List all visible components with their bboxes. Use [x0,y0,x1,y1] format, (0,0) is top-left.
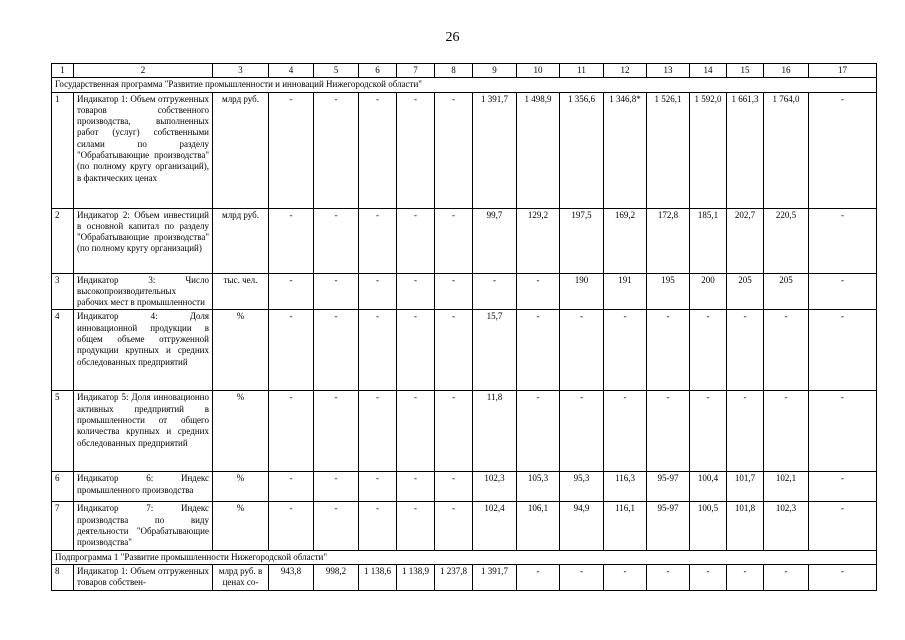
indicators-table [51,63,877,591]
row-number: 2 [52,208,74,273]
value-cell: - [435,391,473,472]
value-cell: 129,2 [517,208,560,273]
value-cell: - [473,273,517,310]
value-cell: - [435,273,473,310]
value-cell: - [314,391,359,472]
value-cell: - [809,208,877,273]
value-cell: 116,3 [604,472,647,502]
value-cell: - [809,564,877,590]
row-number: 6 [52,472,74,502]
value-cell: - [359,273,397,310]
value-cell: - [397,208,435,273]
value-cell: 102,3 [473,472,517,502]
value-cell: - [314,310,359,391]
section-title: Подпрограмма 1 "Развитие промышленности Нижегородской области" [52,550,877,564]
value-cell: - [359,391,397,472]
value-cell: 102,4 [473,502,517,550]
value-cell: - [809,92,877,208]
value-cell: 1 661,3 [727,92,764,208]
value-cell: - [647,391,690,472]
value-cell: - [809,391,877,472]
unit-cell: % [213,391,269,472]
value-cell: - [269,472,314,502]
value-cell: - [435,472,473,502]
value-cell: 102,3 [764,502,809,550]
value-cell: 191 [604,273,647,310]
value-cell: 1 498,9 [517,92,560,208]
value-cell: - [269,273,314,310]
value-cell: 172,8 [647,208,690,273]
value-cell: - [397,502,435,550]
value-cell: 205 [727,273,764,310]
value-cell: 106,1 [517,502,560,550]
indicator-name: Индикатор 4: Доля инновационной продукции в общем объеме отгруженной продукции крупных и средних обследованных предприятий [74,310,213,391]
indicator-name: Индикатор 1: Объем отгруженных товаров собственного производства, выполненных работ (услуг) собственными силами по разделу "Обрабатывающие производства" (по полному кругу организаций), в фактических ценах [74,92,213,208]
value-cell: - [435,310,473,391]
value-cell: - [604,310,647,391]
value-cell: - [314,208,359,273]
indicator-name: Индикатор 1: Объем отгруженных товаров собствен- [74,564,213,590]
column-number-row [52,64,877,78]
value-cell: 220,5 [764,208,809,273]
unit-cell: тыс. чел. [213,273,269,310]
value-cell: 95,3 [560,472,604,502]
value-cell: 100,4 [690,472,727,502]
value-cell: - [269,92,314,208]
value-cell: - [435,208,473,273]
value-cell: 197,5 [560,208,604,273]
unit-cell: % [213,310,269,391]
unit-cell: млрд руб. [213,208,269,273]
value-cell: - [269,391,314,472]
unit-cell: млрд руб. в ценах со- [213,564,269,590]
value-cell: 185,1 [690,208,727,273]
value-cell: - [764,310,809,391]
value-cell: - [560,564,604,590]
value-cell: - [604,564,647,590]
value-cell: 11,8 [473,391,517,472]
column-number: 15 [727,64,764,78]
value-cell: 102,1 [764,472,809,502]
column-number: 5 [314,64,359,78]
value-cell: - [604,391,647,472]
value-cell: 101,8 [727,502,764,550]
value-cell: - [359,92,397,208]
value-cell: - [560,391,604,472]
value-cell: 205 [764,273,809,310]
column-number: 13 [647,64,690,78]
row-number: 1 [52,92,74,208]
unit-cell: % [213,472,269,502]
value-cell: 101,7 [727,472,764,502]
value-cell: 105,3 [517,472,560,502]
value-cell: - [314,273,359,310]
value-cell: - [727,391,764,472]
indicator-name: Индикатор 6: Индекс промышленного производства [74,472,213,502]
column-number: 10 [517,64,560,78]
column-number: 12 [604,64,647,78]
section-row [52,78,877,92]
indicator-name: Индикатор 5: Доля инновационно активных предприятий в промышленности от общего количества крупных и средних обследованных предприятий [74,391,213,472]
column-number: 7 [397,64,435,78]
value-cell: 1 138,9 [397,564,435,590]
column-number: 1 [52,64,74,78]
row-number: 7 [52,502,74,550]
value-cell: - [314,502,359,550]
value-cell: - [647,310,690,391]
indicator-name: Индикатор 2: Объем инвестиций в основной капитал по разделу "Обрабатывающие производства" (по полному кругу организаций) [74,208,213,273]
value-cell: 1 391,7 [473,92,517,208]
value-cell: 1 237,8 [435,564,473,590]
value-cell: - [690,310,727,391]
value-cell: - [690,564,727,590]
table-row [52,208,877,273]
value-cell: 1 526,1 [647,92,690,208]
value-cell: 190 [560,273,604,310]
value-cell: 195 [647,273,690,310]
value-cell: - [359,208,397,273]
value-cell: 169,2 [604,208,647,273]
value-cell: 94,9 [560,502,604,550]
value-cell: 1 356,6 [560,92,604,208]
value-cell: - [359,472,397,502]
value-cell: - [397,391,435,472]
table-row [52,472,877,502]
value-cell: 116,1 [604,502,647,550]
column-number: 9 [473,64,517,78]
value-cell: 1 346,8* [604,92,647,208]
value-cell: - [269,502,314,550]
value-cell: - [727,564,764,590]
column-number: 14 [690,64,727,78]
row-number: 4 [52,310,74,391]
unit-cell: % [213,502,269,550]
value-cell: - [690,391,727,472]
section-row [52,550,877,564]
value-cell: - [560,310,604,391]
value-cell: 95-97 [647,502,690,550]
row-number: 5 [52,391,74,472]
value-cell: 15,7 [473,310,517,391]
column-number: 2 [74,64,213,78]
value-cell: - [397,310,435,391]
section-title: Государственная программа "Развитие промышленности и инноваций Нижегородской области" [52,78,877,92]
table-row [52,391,877,472]
table-row [52,92,877,208]
column-number: 6 [359,64,397,78]
value-cell: - [517,391,560,472]
value-cell: 1 391,7 [473,564,517,590]
value-cell: - [435,502,473,550]
value-cell: - [435,92,473,208]
value-cell: - [809,310,877,391]
value-cell: - [397,92,435,208]
value-cell: - [647,564,690,590]
column-number: 16 [764,64,809,78]
value-cell: - [517,564,560,590]
value-cell: - [397,472,435,502]
indicator-name: Индикатор 3: Число высокопроизводительных рабочих мест в промышленности [74,273,213,310]
value-cell: - [269,310,314,391]
value-cell: - [397,273,435,310]
page-number: 26 [445,30,460,45]
row-number: 3 [52,273,74,310]
indicator-name: Индикатор 7: Индекс производства по виду деятельности "Обрабатывающие производства" [74,502,213,550]
value-cell: 100,5 [690,502,727,550]
value-cell: - [517,273,560,310]
unit-cell: млрд руб. [213,92,269,208]
column-number: 17 [809,64,877,78]
value-cell: 99,7 [473,208,517,273]
column-number: 4 [269,64,314,78]
value-cell: - [764,564,809,590]
table-row [52,310,877,391]
value-cell: - [809,502,877,550]
table-row [52,564,877,590]
value-cell: 200 [690,273,727,310]
column-number: 11 [560,64,604,78]
value-cell: - [809,472,877,502]
value-cell: 1 764,0 [764,92,809,208]
value-cell: - [809,273,877,310]
table-row [52,502,877,550]
value-cell: 95-97 [647,472,690,502]
column-number: 8 [435,64,473,78]
value-cell: 1 592,0 [690,92,727,208]
value-cell: 1 138,6 [359,564,397,590]
value-cell: - [727,310,764,391]
value-cell: - [517,310,560,391]
value-cell: - [269,208,314,273]
value-cell: - [359,310,397,391]
value-cell: - [764,391,809,472]
table-row [52,273,877,310]
value-cell: 202,7 [727,208,764,273]
column-number: 3 [213,64,269,78]
value-cell: 943,8 [269,564,314,590]
value-cell: 998,2 [314,564,359,590]
row-number: 8 [52,564,74,590]
value-cell: - [359,502,397,550]
value-cell: - [314,472,359,502]
value-cell: - [314,92,359,208]
